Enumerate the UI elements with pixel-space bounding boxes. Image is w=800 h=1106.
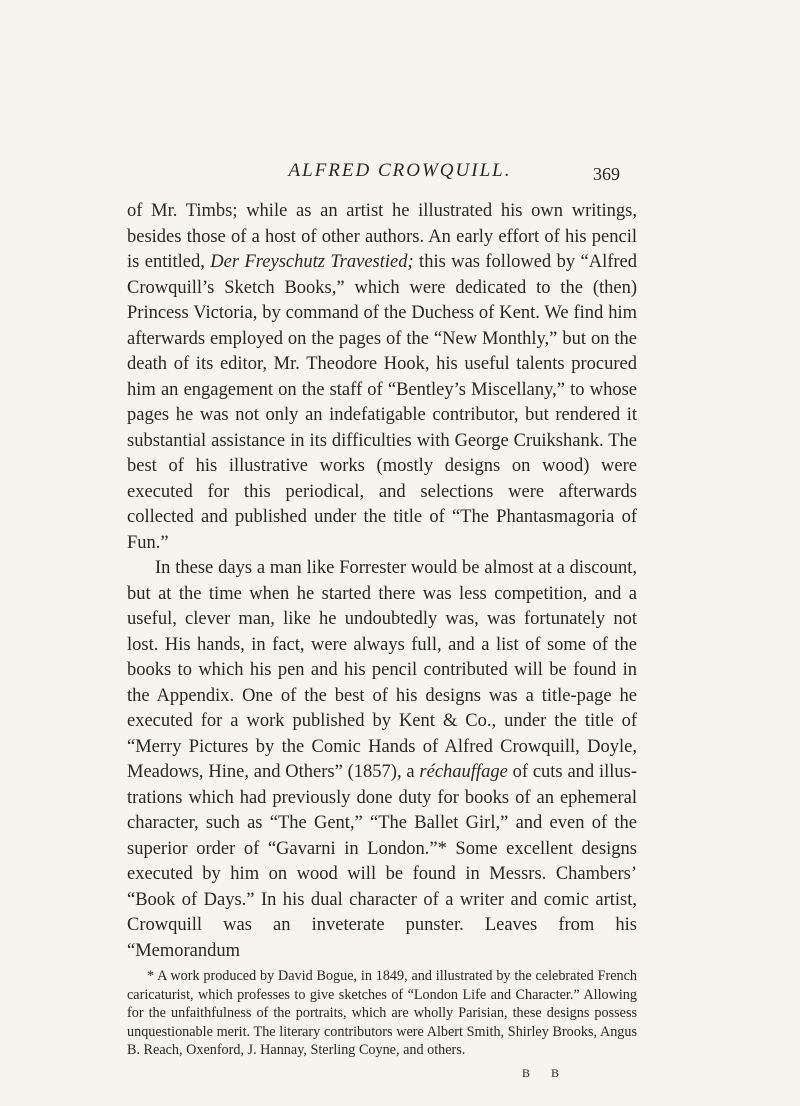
book-title-der-freyschutz: Der Freyschutz Travestied;	[210, 252, 414, 272]
body-text	[127, 199, 637, 964]
paragraph-1-text-b: this was followed by “Alfred Crowquill’s Sketch Books,” which were dedicated to the (then) Princess Victoria, by command of the Duchess of Kent. We find him afterwards employed on the pages of the “New Monthly,” but on the death of its editor, Mr. Theodore Hook, his useful talents procured him an engagement on the staff of “Bentley’s Miscellany,” to whose pages he was not only an indefatigable contributor, but rendered it substantial assistance in its difficulties with George Cruikshank. The best of his illustrative works (mostly designs on wood) were executed for this periodical, and selections were afterwards collected and published under the title of “The Phantasmagoria of Fun.”	[127, 252, 637, 553]
paragraph-1-text-a: of Mr. Timbs; while as an artist he illustrated his own writings, besides those of a host of other authors. An early effort of his pencil is entitled,	[127, 201, 637, 272]
running-title: ALFRED CROWQUILL.	[288, 160, 512, 181]
page-number: 369	[593, 164, 620, 184]
paragraph-2-text-b: of cuts and illustrations which had previously done duty for books of an ephemeral character, such as “The Gent,” “The Ballet Girl,” and even of the superior order of “Gavarni in London.”* Some excellent designs executed by him on wood will be found in Messrs. Chambers’ “Book of Days.” In his dual character of a writer and comic artist, Crowquill was an inveterate punster. Leaves from his “Memorandum	[127, 762, 638, 961]
footnote: * A work produced by David Bogue, in 1849, and illustrated by the celebrated French caricaturist, which professes to give sketches of “London Life and Character.” Allowing for the unfaithfulness of the portraits, which are wholly Parisian, these designs possess unquestionable merit. The literary contributors were Albert Smith, Shirley Brooks, Angus B. Reach, Oxenford, J. Hannay, Sterling Coyne, and others.	[127, 968, 637, 1058]
italic-rechauffage: réchauffage	[419, 762, 508, 782]
paragraph-2	[127, 556, 637, 964]
signature-mark: B B	[522, 1066, 569, 1080]
paragraph-2-text-a: In these days a man like Forrester would be almost at a discount, but at the time when he started there was less competition, and a useful, clever man, like he undoubtedly was, was fortunately not lost. His hands, in fact, were always full, and a list of some of the books to which his pen and his pencil contributed will be found in the Appendix. One of the best of his designs was a title-page he executed for a work published by Kent & Co., under the title of “Merry Pictures by the Comic Hands of Alfred Crowquill, Doyle, Meadows, Hine, and Others” (1857), a	[127, 558, 637, 782]
paragraph-1	[127, 199, 637, 556]
page-header	[0, 160, 800, 190]
